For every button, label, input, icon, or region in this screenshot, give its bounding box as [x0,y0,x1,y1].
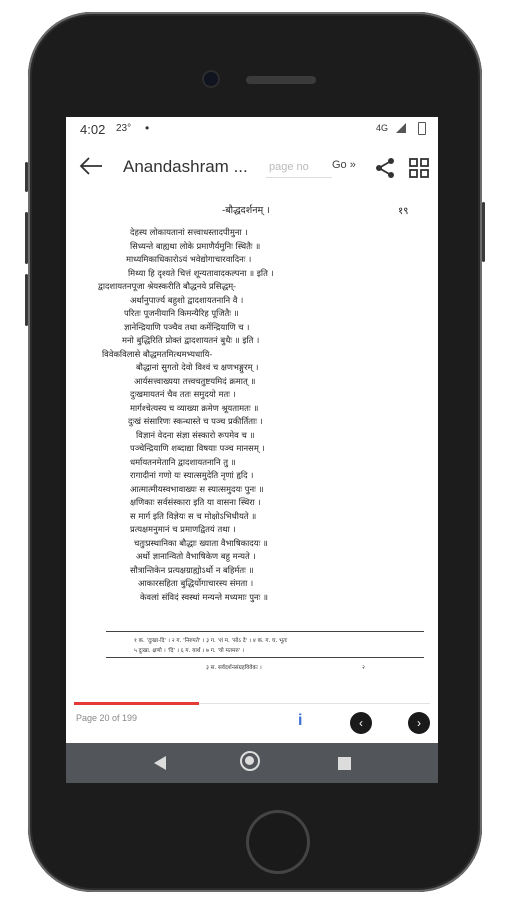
page-count-label: Page 20 of 199 [76,713,138,723]
verse-line: मनो बुद्धिरिति प्रोक्तं द्वादशायतनं बुधैः ॥ इति । [122,335,260,345]
verse-line: केवलां संविदं स्वस्थां मन्यन्ते मध्यमाः पुनः ॥ [140,591,269,602]
verse-line: बौद्धानां सुगतो देवो विश्वं च क्षणभङ्गुरम् । [136,362,259,372]
reader-bottom-bar [66,709,438,741]
scanned-page [98,199,426,699]
verse-line: दुःखं संसारिणः स्कन्धास्ते च पञ्च प्रकीर्तिताः । [128,416,263,426]
verse-line: मिथ्या हि दृश्यते चित्तं शून्यतावादकल्पना ॥ इति । [128,267,274,278]
verse-line: अर्थानुपार्ज्य बहुशो द्वादशायतनानि वै । [130,294,244,305]
back-arrow-icon[interactable] [78,155,104,177]
verse-line: चतुःप्रस्थानिका बौद्धाः ख्याता वैभाषिकादयः ॥ [134,537,268,548]
power-button [482,202,485,262]
signal-icon [396,123,406,133]
verse-line: दुःखमायतनं चैव ततः समुदयो मतः । [130,389,236,399]
signature-mark: २ [362,665,365,671]
verse-line: अर्थो ज्ञानान्वितो वैभाषिकेण बहु मन्यते । [136,551,256,561]
verse-line: द्वादशायतनपूजा श्रेयस्करीति बौद्धनये प्रसिद्धम्- [98,281,236,291]
page-header: -बौद्धदर्शनम् । [222,205,270,216]
battery-icon [418,122,426,135]
signature-line: ३ स. सर्वदर्शनसंग्रहविवेकः । [206,665,262,671]
verse-line: सौत्रान्तिकेन प्रत्यक्षग्राह्योऽर्थो न बहिर्मतः ॥ [130,564,254,575]
verse-line: ज्ञानेन्द्रियाणि पञ्चैव तथा कर्मेन्द्रियाणि च । [124,321,250,332]
nav-back-icon[interactable] [154,756,166,770]
volume-down-button [25,274,28,326]
verse-line: आत्मात्मीयस्वभावाख्यः स स्यात्समुदयः पुनः ॥ [130,483,264,494]
status-bar [66,117,438,141]
screen [66,117,438,783]
status-notification-dot: • [145,121,150,135]
footnote-line: १ क. 'दुःखा-दि' । २ ग. 'निरुपते' । ३ ग. 'शं म. 'सोऽ दे' । ४ क. ग. घ. भूतः [134,638,288,644]
verse-line: क्षणिकाः सर्वसंस्कारा इति या वासना स्थिरा । [130,497,261,507]
app-bar [66,145,438,189]
android-navigation-bar [66,743,438,783]
verse-line: सिध्यन्ते बाह्यथा लोके प्रमाणैर्यमुनिः स्थितैः ॥ [130,240,261,251]
nav-home-icon[interactable] [240,751,260,771]
volume-up-button [25,212,28,264]
footnote-divider [106,631,424,632]
verse-line: प्रत्यक्षमनुमानं च प्रमाणद्वितयं तथा । [130,524,236,534]
verse-line: आर्यसत्त्वाख्यया तत्त्वचतुष्टयमिदं क्रमात् ॥ [134,375,256,386]
status-time: 4:02 [80,122,106,137]
reading-progress-fill [74,702,199,705]
front-camera [204,72,218,86]
mute-switch [25,162,28,192]
scan-page-number: १९ [398,206,409,217]
verse-line: विज्ञानं वेदना संज्ञा संस्कारो रूपमेव च ॥ [136,429,255,440]
footnote-line: ५ दुःखा. क्षणो । 'दि' । ६ ग. यार्थ । ७ ग. 'यो मतमरु' । [134,648,245,654]
footnote-divider [106,657,424,658]
verse-line: रागादीनां गणो यः स्यात्समुदेति नृणां हृदि । [130,470,254,480]
app-title: Anandashram ... [123,157,248,176]
verse-line: आकारसहिता बुद्धिर्योगाचारस्य संमता । [138,578,254,588]
network-type-label: 4G [376,123,389,133]
verse-line: परितः पूजनीयानि किमन्यैरिह पूजितैः ॥ [124,308,239,318]
verse-line: धर्मायतनमेतानि द्वादशायतनानि तु ॥ [130,456,236,467]
hardware-home-button [246,810,310,874]
previous-page-button[interactable]: ‹ [350,712,372,734]
status-temperature: 23° [116,123,132,134]
verse-line: स मार्ग इति विज्ञेयः स च मोक्षोऽभिधीयते ॥ [130,510,257,521]
go-button[interactable]: Go » [332,159,356,171]
grid-icon[interactable] [408,157,430,179]
verse-line: पञ्चेन्द्रियाणि शब्दाद्या विषयाः पञ्च मानसम् । [130,443,265,453]
verse-line: माध्यमिकाधिकारोऽयं भवेद्योगाचारवादिनः । [126,254,252,264]
verse-line: देहस्य लोकायतानां सत्त्वाधस्तादपीमुना । [130,227,248,237]
verse-line: विवेकविलासे बौद्धमतमित्थमभ्यधायि- [102,348,213,359]
share-icon[interactable] [374,157,396,179]
info-icon[interactable]: i [298,712,303,729]
page-number-input[interactable] [266,157,332,178]
nav-recents-icon[interactable] [338,757,351,770]
next-page-button[interactable]: › [408,712,430,734]
earpiece-speaker [246,76,316,84]
verse-line: मार्गश्चेत्यस्य च व्याख्या क्रमेण श्रूयतामतः ॥ [130,402,259,413]
